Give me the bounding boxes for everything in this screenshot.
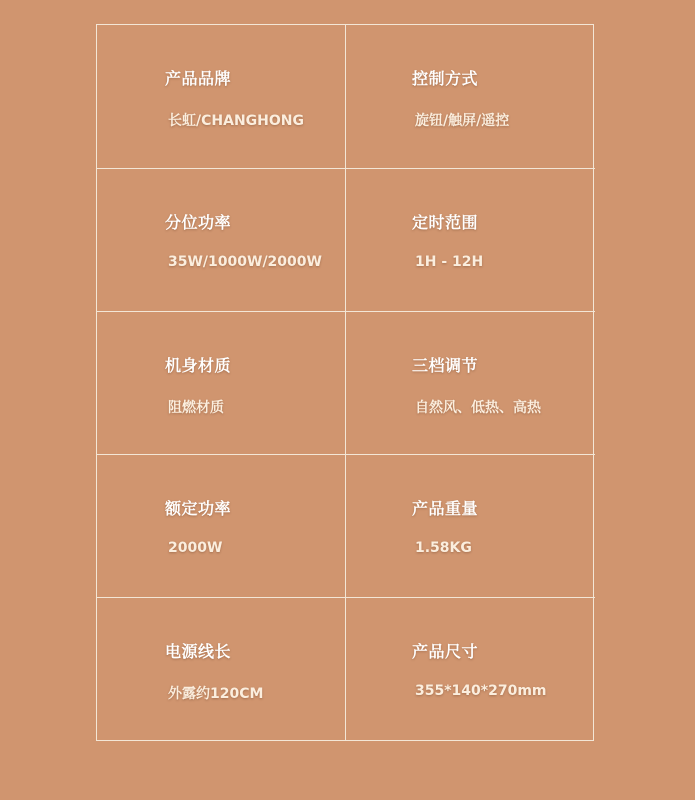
spec-value: 外露约120CM xyxy=(168,686,264,702)
spec-label: 产品重量 xyxy=(412,499,479,518)
spec-table xyxy=(96,24,594,741)
spec-cell-control-mode xyxy=(346,25,595,168)
spec-cell-dimensions xyxy=(346,597,595,740)
spec-cell-timer-range xyxy=(346,168,595,311)
spec-label: 控制方式 xyxy=(412,69,479,88)
spec-label: 机身材质 xyxy=(165,356,232,375)
spec-value: 355*140*270mm xyxy=(415,683,547,699)
spec-value: 长虹/CHANGHONG xyxy=(168,113,304,129)
spec-label: 三档调节 xyxy=(412,356,479,375)
spec-cell-cord-length xyxy=(97,597,346,740)
spec-cell-weight xyxy=(346,454,595,597)
spec-label: 产品尺寸 xyxy=(412,642,479,661)
spec-cell-brand xyxy=(97,25,346,168)
spec-label: 额定功率 xyxy=(165,499,232,518)
spec-value: 旋钮/触屏/遥控 xyxy=(415,113,510,129)
spec-cell-rated-power xyxy=(97,454,346,597)
spec-value: 1.58KG xyxy=(415,540,472,556)
spec-value: 自然风、低热、高热 xyxy=(415,400,541,416)
spec-cell-body-material xyxy=(97,311,346,454)
spec-value: 阻燃材质 xyxy=(168,400,224,416)
spec-label: 产品品牌 xyxy=(165,69,232,88)
spec-label: 定时范围 xyxy=(412,213,479,232)
spec-value: 35W/1000W/2000W xyxy=(168,254,322,270)
spec-cell-power-levels xyxy=(97,168,346,311)
spec-value: 1H - 12H xyxy=(415,254,484,270)
spec-label: 电源线长 xyxy=(165,642,232,661)
spec-label: 分位功率 xyxy=(165,213,232,232)
spec-cell-three-modes xyxy=(346,311,595,454)
spec-value: 2000W xyxy=(168,540,223,556)
